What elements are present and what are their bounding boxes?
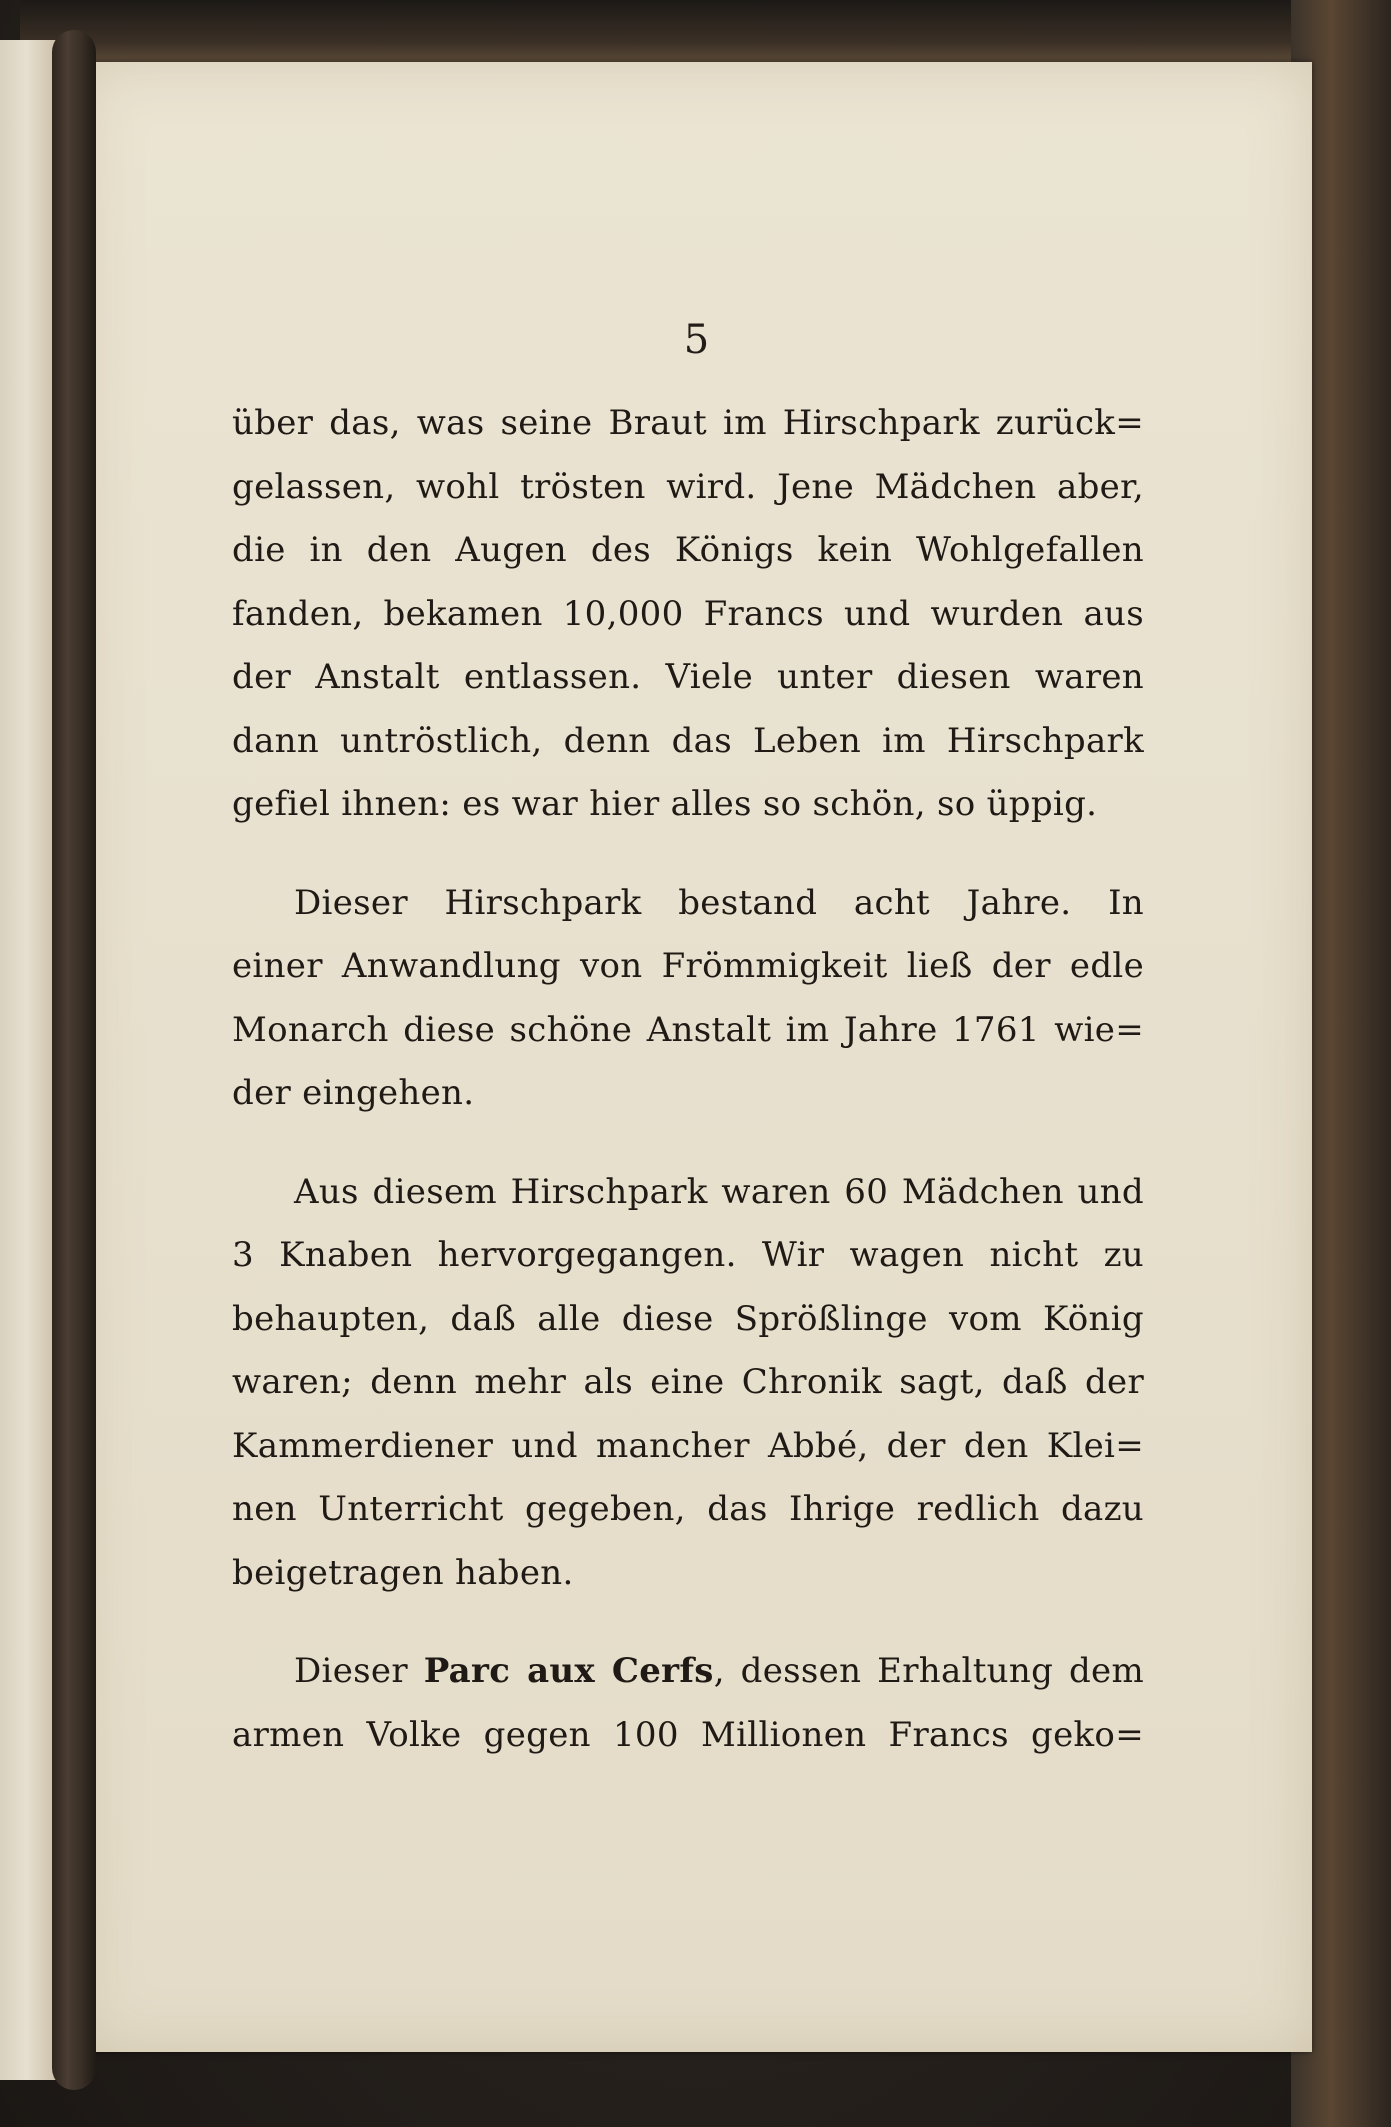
text-run: , dessen Erhaltung dem: [713, 1651, 1144, 1691]
text-line: einer Anwandlung von Frömmigkeit ließ der edle: [232, 946, 1144, 986]
text-line: Aus diesem Hirschpark waren 60 Mädchen und: [294, 1171, 1144, 1212]
paragraph-gap: [232, 837, 1144, 872]
text-line: die in den Augen des Königs kein Wohlgefallen: [232, 530, 1144, 570]
text-line: armen Volke gegen 100 Millionen Francs geko=: [232, 1714, 1144, 1755]
text-line: beigetragen haben.: [232, 1552, 574, 1593]
text-line: Dieser Hirschpark bestand acht Jahre. In: [294, 882, 1144, 923]
text-line: über das, was seine Braut im Hirschpark zurück=: [232, 403, 1144, 443]
paragraph-1: [232, 392, 1144, 837]
paragraph-2: [232, 872, 1144, 1126]
paragraph-gap: [232, 1126, 1144, 1161]
facing-page-edge: [0, 40, 58, 2080]
paragraph-3: [232, 1161, 1144, 1606]
text-line: gefiel ihnen: es war hier alles so schön, so üppig.: [232, 784, 1098, 824]
text-line: der eingehen.: [232, 1073, 475, 1113]
text-line: Monarch diese schöne Anstalt im Jahre 1761 wie=: [232, 1009, 1144, 1050]
book-page: [82, 62, 1312, 2052]
bold-term: Parc aux Cerfs: [423, 1651, 714, 1691]
text-line: waren; denn mehr als eine Chronik sagt, daß der: [232, 1362, 1144, 1402]
text-line: der Anstalt entlassen. Viele unter diesen waren: [232, 657, 1144, 697]
page-number: 5: [683, 317, 711, 363]
text-line: behaupten, daß alle diese Sprößlinge vom König: [232, 1298, 1144, 1339]
text-line: Kammerdiener und mancher Abbé, der den Klei=: [232, 1425, 1144, 1466]
text-line: nen Unterricht gegeben, das Ihrige redlich dazu: [232, 1489, 1144, 1529]
binding-cord: [52, 30, 96, 2090]
text-line: 3 Knaben hervorgegangen. Wir wagen nicht zu: [232, 1235, 1144, 1275]
text-line: [232, 1640, 1144, 1704]
text-line: fanden, bekamen 10,000 Francs und wurden aus: [232, 593, 1144, 634]
text-line: gelassen, wohl trösten wird. Jene Mädchen aber,: [232, 466, 1144, 507]
page-body-text: [232, 392, 1144, 1767]
text-run: Dieser: [294, 1651, 408, 1691]
text-line: dann untröstlich, denn das Leben im Hirschpark: [232, 720, 1144, 761]
paragraph-gap: [232, 1605, 1144, 1640]
book-cover-top-edge: [20, 0, 1391, 70]
paragraph-4: [232, 1640, 1144, 1767]
